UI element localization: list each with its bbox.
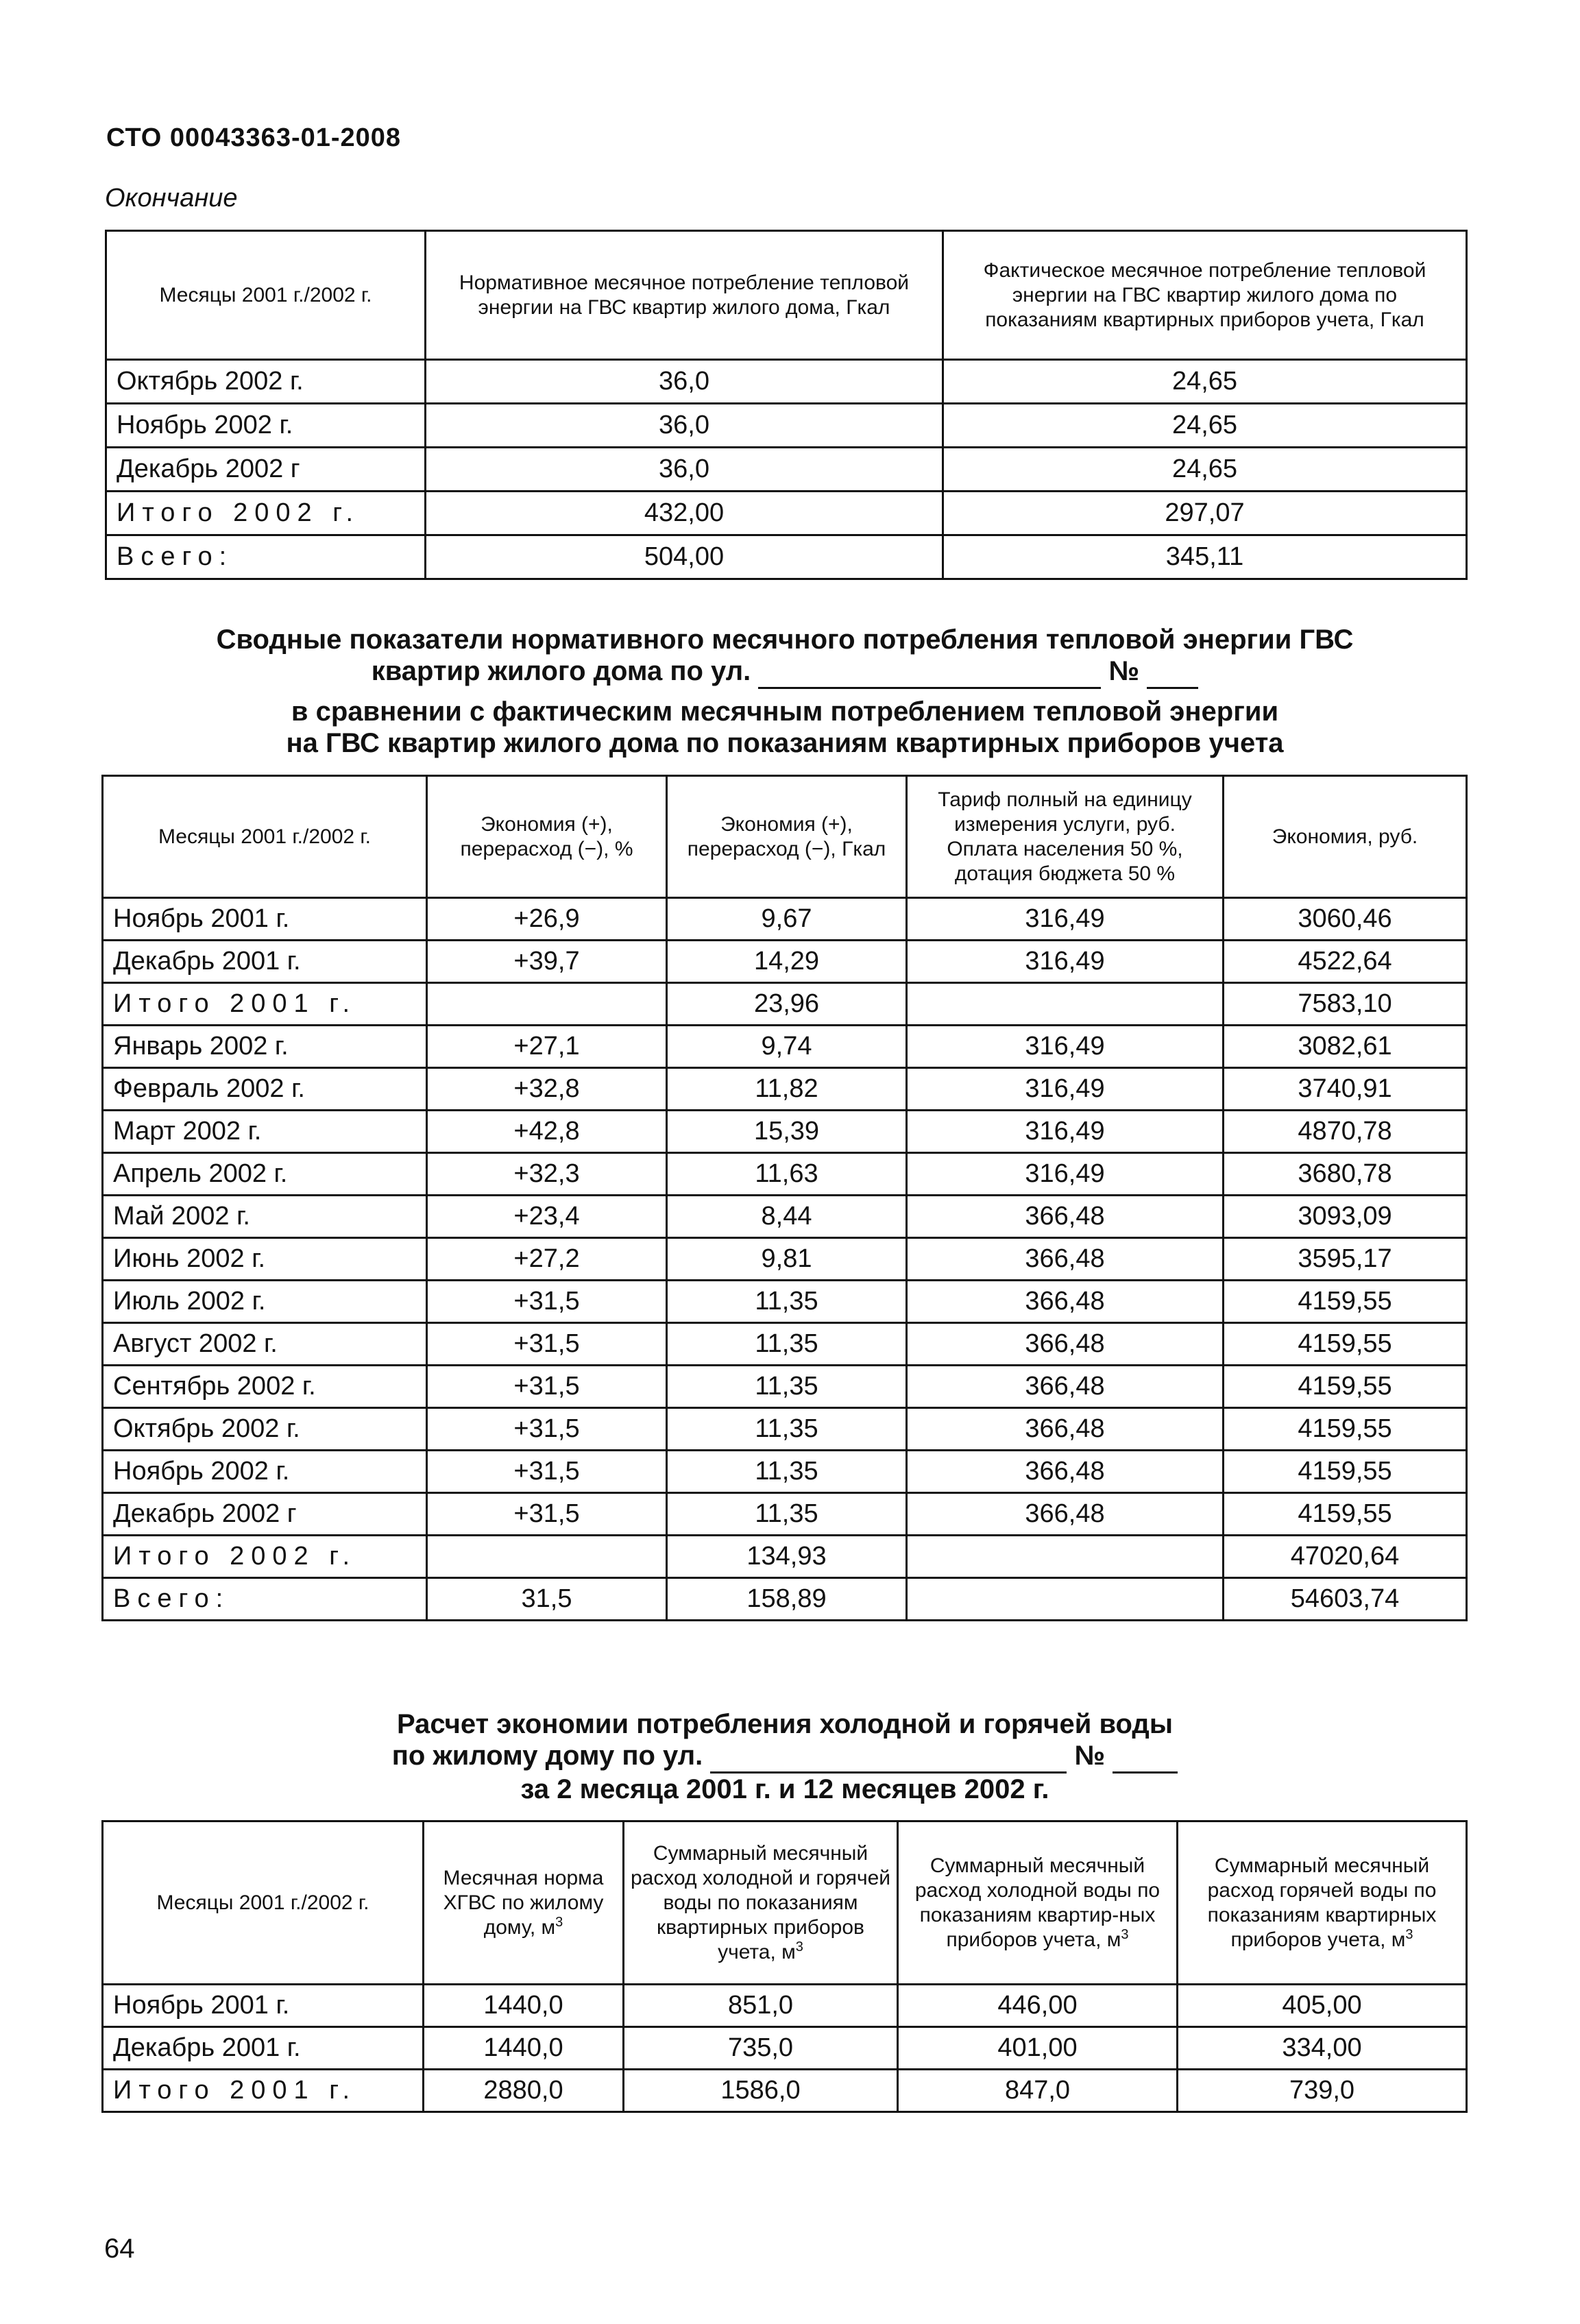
table-row (103, 1985, 1467, 2027)
table-cell: Ноябрь 2001 г. (103, 1985, 424, 2027)
table-cell: 11,35 (667, 1493, 907, 1536)
table-cell: Итого 2002 г. (106, 492, 426, 535)
table-heat-energy-norm-vs-actual (105, 230, 1468, 580)
street-blank (758, 655, 1101, 689)
title-text: по жилому дому по ул. (391, 1741, 703, 1771)
house-number-blank (1113, 1740, 1178, 1774)
column-header (898, 1821, 1178, 1985)
table-cell: Ноябрь 2002 г. (103, 1451, 427, 1493)
table-row (103, 1153, 1467, 1196)
table-water-consumption (101, 1820, 1468, 2113)
header-text: Месячная норма ХГВС по жилому дому, м (443, 1866, 604, 1939)
table-cell: 316,49 (907, 1111, 1224, 1153)
table-cell: 851,0 (624, 1985, 898, 2027)
table-cell: Март 2002 г. (103, 1111, 427, 1153)
table-cell: 446,00 (898, 1985, 1178, 2027)
table-cell: 366,48 (907, 1493, 1224, 1536)
table-cell: 7583,10 (1224, 983, 1467, 1026)
house-number-blank (1147, 655, 1198, 689)
table-cell: +26,9 (427, 898, 667, 941)
table-cell: 3082,61 (1224, 1026, 1467, 1068)
table-heat-energy-savings (101, 775, 1468, 1621)
table-row (103, 983, 1467, 1026)
table-cell: 11,35 (667, 1323, 907, 1366)
street-blank (710, 1740, 1067, 1774)
table-cell: Итого 2001 г. (103, 2070, 424, 2112)
table-row (106, 360, 1467, 404)
table-cell: 3093,09 (1224, 1196, 1467, 1238)
title-line: в сравнении с фактическим месячным потреблением тепловой энергии (291, 697, 1279, 727)
table-cell: 366,48 (907, 1408, 1224, 1451)
table-cell: 36,0 (426, 360, 943, 404)
table-cell: Октябрь 2002 г. (103, 1408, 427, 1451)
table-cell: 11,35 (667, 1281, 907, 1323)
table-cell: 15,39 (667, 1111, 907, 1153)
table-cell (907, 983, 1224, 1026)
table-cell: 432,00 (426, 492, 943, 535)
header-text: Суммарный месячный расход горячей воды по показаниям квартирных приборов учета, м (1207, 1854, 1437, 1951)
title-line: на ГВС квартир жилого дома по показаниям квартирных приборов учета (286, 728, 1284, 758)
table-cell: 24,65 (943, 360, 1467, 404)
table-cell: 54603,74 (1224, 1578, 1467, 1621)
column-header: Экономия (+), перерасход (−), % (427, 776, 667, 898)
table-cell: Декабрь 2002 г (106, 448, 426, 492)
table-cell: Всего: (106, 535, 426, 579)
table-cell (427, 1536, 667, 1578)
table-cell: +31,5 (427, 1493, 667, 1536)
table-cell: Декабрь 2001 г. (103, 2027, 424, 2070)
table-row (106, 448, 1467, 492)
table-cell: 366,48 (907, 1196, 1224, 1238)
table-row (103, 1408, 1467, 1451)
column-header: Фактическое месячное потребление тепловой энергии на ГВС квартир жилого дома по показаниям квартирных приборов учета, Гкал (943, 231, 1467, 360)
table-cell: Итого 2002 г. (103, 1536, 427, 1578)
superscript: 3 (1405, 1926, 1413, 1942)
table-cell: 4870,78 (1224, 1111, 1467, 1153)
table-cell (907, 1536, 1224, 1578)
table-cell: 3595,17 (1224, 1238, 1467, 1281)
table-cell: 9,81 (667, 1238, 907, 1281)
table-cell: 4159,55 (1224, 1493, 1467, 1536)
table-row (103, 1451, 1467, 1493)
section-title-summary (103, 624, 1467, 759)
table-cell: Декабрь 2001 г. (103, 941, 427, 983)
table-cell: Октябрь 2002 г. (106, 360, 426, 404)
table-cell: 1440,0 (424, 2027, 624, 2070)
table-cell: 334,00 (1178, 2027, 1467, 2070)
superscript: 3 (1121, 1926, 1129, 1942)
title-line (103, 1740, 1467, 1774)
column-header: Экономия, руб. (1224, 776, 1467, 898)
column-header (624, 1821, 898, 1985)
table-cell: 316,49 (907, 1153, 1224, 1196)
table-cell: Июль 2002 г. (103, 1281, 427, 1323)
table-cell: +27,2 (427, 1238, 667, 1281)
table-cell: Сентябрь 2002 г. (103, 1366, 427, 1408)
table-row (103, 1493, 1467, 1536)
table-row (103, 1068, 1467, 1111)
table-cell: 316,49 (907, 898, 1224, 941)
table-row (103, 2027, 1467, 2070)
table-cell: 316,49 (907, 941, 1224, 983)
table-cell: 158,89 (667, 1578, 907, 1621)
table-cell: 735,0 (624, 2027, 898, 2070)
table-cell: +23,4 (427, 1196, 667, 1238)
continuation-label: Окончание (105, 184, 238, 213)
column-header: Месяцы 2001 г./2002 г. (106, 231, 426, 360)
table-row (103, 2070, 1467, 2112)
table-cell: +31,5 (427, 1323, 667, 1366)
table-cell: 366,48 (907, 1238, 1224, 1281)
table-cell: 31,5 (427, 1578, 667, 1621)
document-code: СТО 00043363-01-2008 (106, 123, 402, 152)
table-row (103, 1281, 1467, 1323)
table-cell: 3680,78 (1224, 1153, 1467, 1196)
table-cell: 4159,55 (1224, 1408, 1467, 1451)
table-cell: +31,5 (427, 1366, 667, 1408)
table-cell: 9,67 (667, 898, 907, 941)
table-cell: +32,3 (427, 1153, 667, 1196)
table-cell: 1440,0 (424, 1985, 624, 2027)
table-cell: 345,11 (943, 535, 1467, 579)
table-cell: 9,74 (667, 1026, 907, 1068)
table-cell: 316,49 (907, 1068, 1224, 1111)
superscript: 3 (555, 1914, 563, 1930)
table-row-subtotal (106, 492, 1467, 535)
title-line (103, 655, 1467, 689)
table-row (103, 941, 1467, 983)
table-cell: 366,48 (907, 1366, 1224, 1408)
table-cell: 4159,55 (1224, 1366, 1467, 1408)
table-cell: +31,5 (427, 1408, 667, 1451)
table-cell: +27,1 (427, 1026, 667, 1068)
table-row (103, 1578, 1467, 1621)
table-cell: Июнь 2002 г. (103, 1238, 427, 1281)
table-cell: 366,48 (907, 1323, 1224, 1366)
table-cell: 8,44 (667, 1196, 907, 1238)
table-cell: Ноябрь 2002 г. (106, 404, 426, 448)
table-cell: +32,8 (427, 1068, 667, 1111)
table-cell: 4159,55 (1224, 1451, 1467, 1493)
table-cell: Итого 2001 г. (103, 983, 427, 1026)
table-row (103, 1323, 1467, 1366)
table-header-row (103, 1821, 1467, 1985)
table-cell: Май 2002 г. (103, 1196, 427, 1238)
table-cell: 504,00 (426, 535, 943, 579)
table-cell (907, 1578, 1224, 1621)
table-cell: 11,35 (667, 1408, 907, 1451)
column-header: Нормативное месячное потребление тепловой энергии на ГВС квартир жилого дома, Гкал (426, 231, 943, 360)
table-cell: 4159,55 (1224, 1323, 1467, 1366)
table-cell: 11,82 (667, 1068, 907, 1111)
number-sign: № (1074, 1741, 1106, 1771)
table-row-total (106, 535, 1467, 579)
table-body (103, 1985, 1467, 2112)
table-cell: Ноябрь 2001 г. (103, 898, 427, 941)
table-row (103, 898, 1467, 941)
table-cell: 4159,55 (1224, 1281, 1467, 1323)
table-cell: 24,65 (943, 448, 1467, 492)
table-cell: 4522,64 (1224, 941, 1467, 983)
superscript: 3 (795, 1939, 803, 1954)
table-cell: 36,0 (426, 448, 943, 492)
table-cell: Август 2002 г. (103, 1323, 427, 1366)
table-cell: 3060,46 (1224, 898, 1467, 941)
header-text: Суммарный месячный расход холодной воды по показаниям квартир-ных приборов учета, м (914, 1854, 1160, 1951)
table-row (106, 404, 1467, 448)
table-cell: +42,8 (427, 1111, 667, 1153)
table-header-row (103, 776, 1467, 898)
header-text: Суммарный месячный расход холодной и горячей воды по показаниям квартирных приборов учета, м (630, 1841, 891, 1963)
table-row (103, 1366, 1467, 1408)
title-line: Расчет экономии потребления холодной и горячей воды (397, 1709, 1173, 1739)
number-sign: № (1108, 656, 1140, 686)
table-cell: Всего: (103, 1578, 427, 1621)
table-cell: 401,00 (898, 2027, 1178, 2070)
table-row (103, 1111, 1467, 1153)
table-row (103, 1238, 1467, 1281)
column-header (1178, 1821, 1467, 1985)
table-row (103, 1026, 1467, 1068)
table-row (103, 1536, 1467, 1578)
table-cell: Февраль 2002 г. (103, 1068, 427, 1111)
table-cell: 739,0 (1178, 2070, 1467, 2112)
table-cell: 366,48 (907, 1281, 1224, 1323)
table-cell: +31,5 (427, 1451, 667, 1493)
table-cell: Декабрь 2002 г (103, 1493, 427, 1536)
table-cell: 847,0 (898, 2070, 1178, 2112)
table-row (103, 1196, 1467, 1238)
table-cell: 297,07 (943, 492, 1467, 535)
column-header: Экономия (+), перерасход (−), Гкал (667, 776, 907, 898)
column-header: Тариф полный на единицу измерения услуги, руб. Оплата населения 50 %, дотация бюджета 50 % (907, 776, 1224, 898)
table-cell: 47020,64 (1224, 1536, 1467, 1578)
table-cell: Апрель 2002 г. (103, 1153, 427, 1196)
table-cell (427, 983, 667, 1026)
table-cell: 405,00 (1178, 1985, 1467, 2027)
title-line: Сводные показатели нормативного месячного потребления тепловой энергии ГВС (216, 625, 1354, 655)
table-cell: 1586,0 (624, 2070, 898, 2112)
title-text: квартир жилого дома по ул. (371, 656, 751, 686)
table-cell: 3740,91 (1224, 1068, 1467, 1111)
column-header: Месяцы 2001 г./2002 г. (103, 776, 427, 898)
table-cell: +39,7 (427, 941, 667, 983)
table-cell: 23,96 (667, 983, 907, 1026)
table-cell: +31,5 (427, 1281, 667, 1323)
table-cell: 24,65 (943, 404, 1467, 448)
table-cell: 134,93 (667, 1536, 907, 1578)
column-header (424, 1821, 624, 1985)
table-cell: 366,48 (907, 1451, 1224, 1493)
table-cell: 11,35 (667, 1451, 907, 1493)
table-cell: Январь 2002 г. (103, 1026, 427, 1068)
table-body (103, 898, 1467, 1621)
table-cell: 14,29 (667, 941, 907, 983)
table-cell: 36,0 (426, 404, 943, 448)
table-cell: 2880,0 (424, 2070, 624, 2112)
table-cell: 316,49 (907, 1026, 1224, 1068)
section-title-water (103, 1708, 1467, 1805)
table-cell: 11,35 (667, 1366, 907, 1408)
table-cell: 11,63 (667, 1153, 907, 1196)
page-number: 64 (104, 2234, 135, 2264)
table-header-row (106, 231, 1467, 360)
title-line: за 2 месяца 2001 г. и 12 месяцев 2002 г. (520, 1774, 1049, 1804)
column-header: Месяцы 2001 г./2002 г. (103, 1821, 424, 1985)
